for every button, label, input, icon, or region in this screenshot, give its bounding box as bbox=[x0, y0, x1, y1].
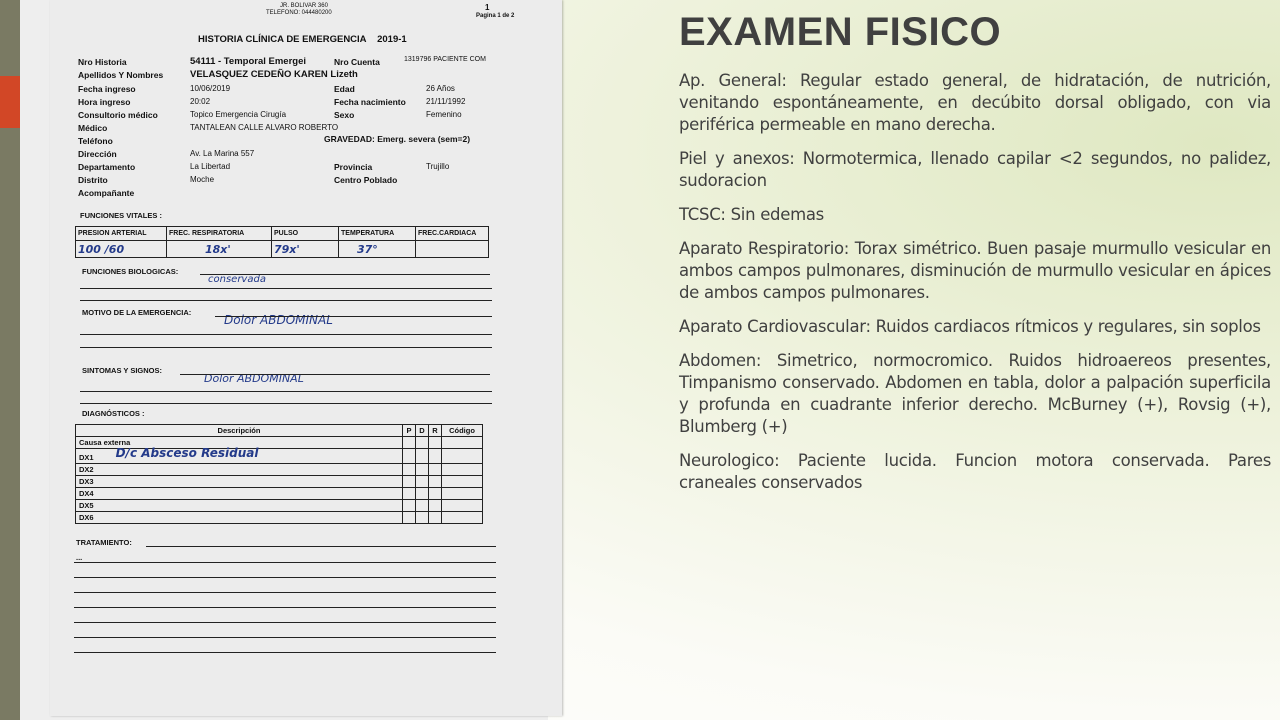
dx-row-label: DX2 bbox=[76, 464, 403, 476]
funciones-biologicas-handwritten: conservada bbox=[208, 274, 266, 285]
rule-line bbox=[74, 577, 496, 578]
consultorio-value: Topico Emergencia Cirugía bbox=[190, 110, 287, 119]
fecha-ingreso-label: Fecha ingreso bbox=[78, 84, 136, 94]
dx-header: D bbox=[416, 425, 429, 437]
finding-tcsc: TCSC: Sin edemas bbox=[679, 205, 824, 224]
finding-respiratory: Aparato Respiratorio: Torax simétrico. Buen pasaje murmullo vesicular en ambos campos pulmonares, disminución de murmullo vesicular en ápices de ambos campos pulmonares. bbox=[679, 239, 1271, 302]
dx-row-label: DX3 bbox=[76, 476, 403, 488]
distrito-value: Moche bbox=[190, 175, 215, 184]
vital-header: TEMPERATURA bbox=[339, 227, 416, 241]
rule-line bbox=[74, 562, 496, 563]
fecha-ingreso-value: 10/06/2019 bbox=[190, 84, 231, 93]
vital-signs-table bbox=[75, 226, 489, 258]
dx-row-label: DX5 bbox=[76, 500, 403, 512]
dx-row-label: DX4 bbox=[76, 488, 403, 500]
rule-line bbox=[215, 316, 492, 317]
edad-label: Edad bbox=[334, 84, 355, 94]
scanned-clinical-history bbox=[50, 0, 562, 716]
motivo-handwritten: Dolor ABDOMINAL bbox=[224, 313, 333, 327]
direccion-value: Av. La Marina 557 bbox=[190, 149, 255, 158]
sintomas-handwritten: Dolor ABDOMINAL bbox=[204, 372, 304, 385]
finding-neurologic: Neurologico: Paciente lucida. Funcion motora conservada. Pares craneales conservados bbox=[679, 451, 1271, 492]
dx-header: Código bbox=[442, 425, 483, 437]
hora-ingreso-label: Hora ingreso bbox=[78, 97, 131, 107]
departamento-label: Departamento bbox=[78, 162, 136, 172]
acompanante-label: Acompañante bbox=[78, 188, 135, 198]
vital-header: PRESION ARTERIAL bbox=[76, 227, 167, 241]
dx-row-label: DX1 D/c Absceso Residual bbox=[76, 449, 403, 464]
nro-historia-label: Nro Historia bbox=[78, 57, 127, 67]
dx-row-label: DX6 bbox=[76, 512, 403, 524]
consultorio-label: Consultorio médico bbox=[78, 110, 158, 120]
doc-title: HISTORIA CLÍNICA DE EMERGENCIA 2019-1 bbox=[198, 34, 407, 45]
hora-ingreso-value: 20:02 bbox=[190, 97, 211, 106]
doc-header-phone: TELEFONO: 044480200 bbox=[266, 10, 332, 16]
rule-line bbox=[74, 652, 496, 653]
medico-label: Médico bbox=[78, 123, 108, 133]
fecha-nacimiento-value: 21/11/1992 bbox=[426, 97, 466, 106]
vital-value: 100 /60 bbox=[76, 241, 167, 258]
doc-page-label: Pagina 1 de 2 bbox=[476, 13, 515, 19]
fecha-nacimiento-label: Fecha nacimiento bbox=[334, 97, 406, 107]
rule-line bbox=[146, 546, 496, 547]
distrito-label: Distrito bbox=[78, 175, 108, 185]
finding-abdomen: Abdomen: Simetrico, normocromico. Ruidos hidroaereos presentes, Timpanismo conservado. Abdomen en tabla, dolor a palpación superficila y profunda en cuadrante inferior derecho. McBurney (+), Rovsig (+), Blumberg (+) bbox=[679, 351, 1271, 436]
finding-general: Ap. General: Regular estado general, de hidratación, de nutrición, venitando espontáneamente, en decúbito dorsal obligado, con via periférica permeable en mano derecha. bbox=[679, 71, 1271, 134]
vital-header: PULSO bbox=[272, 227, 339, 241]
rule-line bbox=[80, 347, 492, 348]
rule-line bbox=[180, 374, 490, 375]
apellidos-label: Apellidos Y Nombres bbox=[78, 70, 164, 80]
rule-line bbox=[74, 637, 496, 638]
vital-value: 37° bbox=[339, 241, 416, 258]
motivo-label: MOTIVO DE LA EMERGENCIA: bbox=[82, 308, 192, 317]
medico-value: TANTALEAN CALLE ALVARO ROBERTO bbox=[190, 123, 339, 132]
rule-line bbox=[80, 334, 492, 335]
finding-skin: Piel y anexos: Normotermica, llenado capilar <2 segundos, no palidez, sudoracion bbox=[679, 149, 1271, 190]
vital-value bbox=[416, 241, 489, 258]
sexo-label: Sexo bbox=[334, 110, 355, 120]
dx-header: P bbox=[403, 425, 416, 437]
nro-historia-value: 54111 - Temporal Emergei bbox=[190, 56, 306, 67]
edad-value: 26 Años bbox=[426, 84, 455, 93]
vital-header: FREC. RESPIRATORIA bbox=[167, 227, 272, 241]
direccion-label: Dirección bbox=[78, 149, 117, 159]
sintomas-label: SINTOMAS Y SIGNOS: bbox=[82, 366, 163, 375]
dx1-handwritten: D/c Absceso Residual bbox=[115, 446, 259, 460]
vital-value: 18x' bbox=[167, 241, 272, 258]
finding-cardiovascular: Aparato Cardiovascular: Ruidos cardiacos rítmicos y regulares, sin soplos bbox=[679, 317, 1261, 336]
doc-page-number: 1 bbox=[485, 3, 490, 12]
tratamiento-first-line: ... bbox=[76, 553, 83, 562]
diagnosticos-label: DIAGNÓSTICOS : bbox=[82, 409, 145, 418]
scanned-document-frame bbox=[20, 0, 548, 720]
nro-cuenta-value: 1319796 PACIENTE COM bbox=[404, 56, 486, 63]
departamento-value: La Libertad bbox=[190, 162, 231, 171]
dx-header: Descripción bbox=[76, 425, 403, 437]
telefono-label: Teléfono bbox=[78, 136, 113, 146]
slide-title: EXAMEN FISICO bbox=[679, 10, 1002, 54]
funciones-vitales-label: FUNCIONES VITALES : bbox=[80, 211, 162, 220]
diagnosis-table bbox=[75, 424, 483, 524]
provincia-value: Trujillo bbox=[426, 162, 450, 171]
provincia-label: Provincia bbox=[334, 162, 373, 172]
sexo-value: Femenino bbox=[426, 110, 462, 119]
accent-bar bbox=[0, 76, 20, 128]
doc-header-address: JR. BOLIVAR 360 bbox=[280, 3, 328, 9]
rule-line bbox=[74, 607, 496, 608]
rule-line bbox=[80, 391, 492, 392]
vital-header: FREC.CARDIACA bbox=[416, 227, 489, 241]
gravedad-label: GRAVEDAD: Emerg. severa (sem=2) bbox=[324, 134, 471, 144]
dx-row-label: Causa externa bbox=[76, 437, 403, 449]
apellidos-value: VELASQUEZ CEDEÑO KAREN Lizeth bbox=[190, 69, 358, 80]
rule-line bbox=[80, 288, 492, 289]
funciones-biologicas-label: FUNCIONES BIOLOGICAS: bbox=[82, 267, 179, 276]
rule-line bbox=[200, 274, 490, 275]
rule-line bbox=[74, 592, 496, 593]
nro-cuenta-label: Nro Cuenta bbox=[334, 57, 380, 67]
rule-line bbox=[74, 622, 496, 623]
dx-header: R bbox=[429, 425, 442, 437]
exam-findings bbox=[679, 70, 1271, 506]
rule-line bbox=[80, 300, 492, 301]
rule-line bbox=[80, 403, 492, 404]
centro-poblado-label: Centro Poblado bbox=[334, 175, 398, 185]
tratamiento-label: TRATAMIENTO: bbox=[76, 538, 132, 547]
vital-value: 79x' bbox=[272, 241, 339, 258]
